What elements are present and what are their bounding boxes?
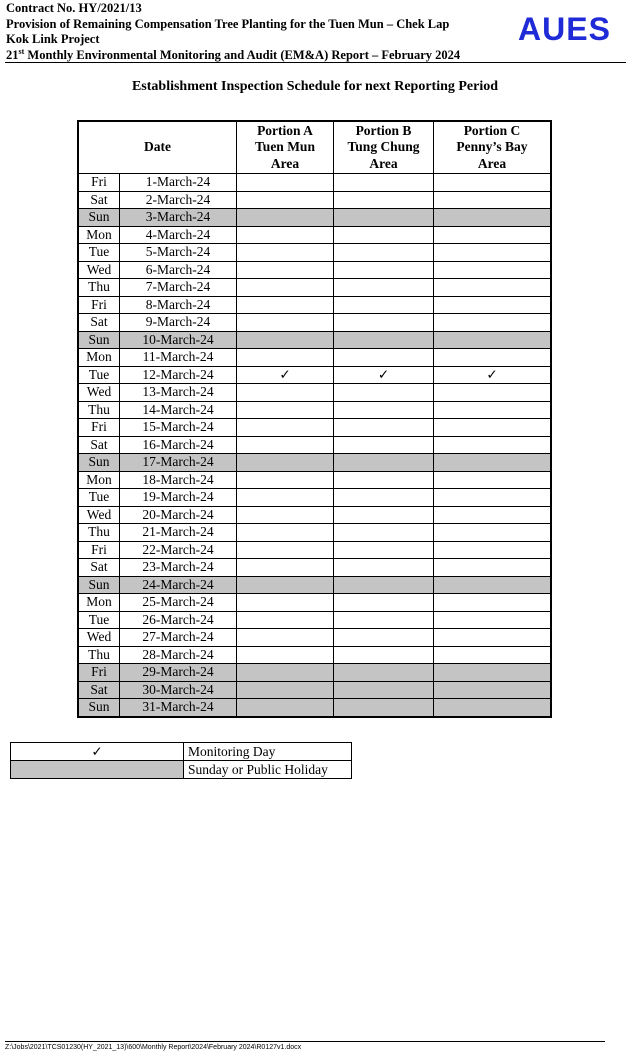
day-cell: Sat: [78, 559, 120, 577]
portion-b-cell: [334, 471, 434, 489]
day-cell: Tue: [78, 611, 120, 629]
header-date: Date: [78, 121, 237, 174]
portion-c-cell: [434, 261, 552, 279]
table-row: [78, 209, 551, 227]
portion-c-cell: [434, 576, 552, 594]
legend-shade-swatch: [11, 761, 184, 779]
checkmark-icon: ✓: [434, 366, 552, 384]
date-cell: 7-March-24: [120, 279, 237, 297]
portion-c-cell: [434, 331, 552, 349]
date-cell: 20-March-24: [120, 506, 237, 524]
portion-a-cell: [237, 384, 334, 402]
table-row: [78, 401, 551, 419]
portion-b-cell: [334, 576, 434, 594]
portion-a-cell: [237, 261, 334, 279]
table-row: [78, 646, 551, 664]
table-row: [78, 174, 551, 192]
portion-a-cell: [237, 279, 334, 297]
portion-a-cell: [237, 191, 334, 209]
project-title-line-2: Kok Link Project: [6, 32, 100, 46]
portion-a-cell: [237, 681, 334, 699]
portion-b-cell: [334, 489, 434, 507]
date-cell: 31-March-24: [120, 699, 237, 717]
table-row: [78, 419, 551, 437]
day-cell: Sun: [78, 331, 120, 349]
project-title-line-1: Provision of Remaining Compensation Tree Planting for the Tuen Mun – Chek Lap: [6, 16, 450, 31]
table-row: [78, 384, 551, 402]
portion-b-cell: [334, 174, 434, 192]
portion-b-cell: [334, 611, 434, 629]
portion-c-cell: [434, 541, 552, 559]
checkmark-icon: ✓: [11, 743, 184, 761]
date-cell: 4-March-24: [120, 226, 237, 244]
portion-b-cell: [334, 401, 434, 419]
footer-divider: [5, 1041, 605, 1042]
inspection-schedule-table: [77, 120, 552, 718]
table-row: [78, 279, 551, 297]
date-cell: 26-March-24: [120, 611, 237, 629]
date-cell: 10-March-24: [120, 331, 237, 349]
header-portion-b: Portion B Tung Chung Area: [334, 121, 434, 174]
portion-c-cell: [434, 699, 552, 717]
portion-c-cell: [434, 664, 552, 682]
portion-a-cell: [237, 436, 334, 454]
date-cell: 5-March-24: [120, 244, 237, 262]
portion-c-cell: [434, 296, 552, 314]
table-row: [78, 699, 551, 717]
legend-holiday-label: Sunday or Public Holiday: [184, 761, 352, 779]
date-cell: 22-March-24: [120, 541, 237, 559]
aues-logo: AUES: [518, 11, 611, 47]
date-cell: 24-March-24: [120, 576, 237, 594]
date-cell: 25-March-24: [120, 594, 237, 612]
day-cell: Wed: [78, 506, 120, 524]
portion-a-cell: [237, 419, 334, 437]
portion-b-cell: [334, 664, 434, 682]
portion-a-cell: [237, 646, 334, 664]
date-cell: 28-March-24: [120, 646, 237, 664]
portion-b-cell: [334, 279, 434, 297]
date-cell: 1-March-24: [120, 174, 237, 192]
date-cell: 8-March-24: [120, 296, 237, 314]
date-cell: 6-March-24: [120, 261, 237, 279]
page-title: Establishment Inspection Schedule for next Reporting Period: [131, 79, 499, 94]
portion-b-cell: [334, 261, 434, 279]
portion-c-cell: [434, 506, 552, 524]
portion-a-cell: [237, 401, 334, 419]
portion-c-cell: [434, 174, 552, 192]
date-cell: 19-March-24: [120, 489, 237, 507]
portion-b-cell: [334, 524, 434, 542]
day-cell: Thu: [78, 646, 120, 664]
table-row: [78, 611, 551, 629]
date-cell: 9-March-24: [120, 314, 237, 332]
portion-b-cell: [334, 646, 434, 664]
date-cell: 14-March-24: [120, 401, 237, 419]
portion-c-cell: [434, 244, 552, 262]
portion-b-cell: [334, 191, 434, 209]
date-cell: 3-March-24: [120, 209, 237, 227]
footer-file-path: Z:\Jobs\2021\TCS01230(HY_2021_13)\600\Monthly Report\2024\February 2024\R0127v1.docx: [5, 1044, 302, 1051]
portion-a-cell: [237, 594, 334, 612]
portion-c-cell: [434, 349, 552, 367]
legend-row-holiday: [11, 761, 352, 779]
portion-b-cell: [334, 681, 434, 699]
portion-b-cell: [334, 559, 434, 577]
portion-b-cell: [334, 384, 434, 402]
day-cell: Sun: [78, 699, 120, 717]
portion-c-cell: [434, 594, 552, 612]
day-cell: Sun: [78, 209, 120, 227]
portion-c-cell: [434, 436, 552, 454]
date-cell: 2-March-24: [120, 191, 237, 209]
portion-a-cell: [237, 314, 334, 332]
date-cell: 21-March-24: [120, 524, 237, 542]
day-cell: Tue: [78, 489, 120, 507]
table-row: [78, 349, 551, 367]
portion-c-cell: [434, 209, 552, 227]
portion-b-cell: [334, 314, 434, 332]
day-cell: Fri: [78, 664, 120, 682]
date-cell: 17-March-24: [120, 454, 237, 472]
table-row: [78, 559, 551, 577]
portion-a-cell: [237, 349, 334, 367]
portion-c-cell: [434, 629, 552, 647]
date-cell: 11-March-24: [120, 349, 237, 367]
portion-a-cell: [237, 524, 334, 542]
portion-b-cell: [334, 629, 434, 647]
table-row: [78, 296, 551, 314]
portion-c-cell: [434, 226, 552, 244]
legend-monitoring-label: Monitoring Day: [184, 743, 352, 761]
day-cell: Tue: [78, 244, 120, 262]
date-cell: 30-March-24: [120, 681, 237, 699]
day-cell: Sat: [78, 681, 120, 699]
day-cell: Thu: [78, 401, 120, 419]
portion-b-cell: [334, 541, 434, 559]
portion-a-cell: [237, 296, 334, 314]
table-row: [78, 541, 551, 559]
table-row: [78, 244, 551, 262]
portion-b-cell: [334, 244, 434, 262]
table-row: [78, 261, 551, 279]
portion-b-cell: [334, 506, 434, 524]
table-row: [78, 314, 551, 332]
day-cell: Sun: [78, 576, 120, 594]
portion-c-cell: [434, 454, 552, 472]
portion-c-cell: [434, 314, 552, 332]
day-cell: Thu: [78, 524, 120, 542]
table-row: [78, 471, 551, 489]
date-cell: 18-March-24: [120, 471, 237, 489]
portion-b-cell: [334, 331, 434, 349]
report-title-text: Monthly Environmental Monitoring and Audit (EM&A) Report – February 2024: [24, 47, 461, 62]
day-cell: Fri: [78, 296, 120, 314]
portion-c-cell: [434, 279, 552, 297]
portion-c-cell: [434, 611, 552, 629]
portion-a-cell: [237, 629, 334, 647]
portion-a-cell: [237, 471, 334, 489]
date-cell: 27-March-24: [120, 629, 237, 647]
table-row: [78, 226, 551, 244]
table-row: [78, 506, 551, 524]
table-row: [78, 191, 551, 209]
portion-a-cell: [237, 559, 334, 577]
header-portion-a: Portion A Tuen Mun Area: [237, 121, 334, 174]
date-cell: 15-March-24: [120, 419, 237, 437]
day-cell: Sat: [78, 191, 120, 209]
portion-c-cell: [434, 471, 552, 489]
day-cell: Sat: [78, 314, 120, 332]
table-row: [78, 436, 551, 454]
portion-a-cell: [237, 664, 334, 682]
table-row: [78, 629, 551, 647]
portion-a-cell: [237, 611, 334, 629]
day-cell: Thu: [78, 279, 120, 297]
portion-a-cell: [237, 454, 334, 472]
day-cell: Sat: [78, 436, 120, 454]
portion-a-cell: [237, 489, 334, 507]
table-header-row: [78, 121, 551, 174]
table-row: [78, 366, 551, 384]
table-row: [78, 576, 551, 594]
portion-b-cell: [334, 699, 434, 717]
legend-table: [10, 742, 352, 779]
portion-c-cell: [434, 559, 552, 577]
portion-a-cell: [237, 174, 334, 192]
portion-a-cell: [237, 331, 334, 349]
document-header: [6, 1, 526, 63]
portion-b-cell: [334, 349, 434, 367]
day-cell: Mon: [78, 471, 120, 489]
portion-b-cell: [334, 209, 434, 227]
portion-b-cell: [334, 296, 434, 314]
portion-a-cell: [237, 244, 334, 262]
portion-b-cell: [334, 436, 434, 454]
portion-c-cell: [434, 681, 552, 699]
table-row: [78, 454, 551, 472]
portion-a-cell: [237, 541, 334, 559]
day-cell: Mon: [78, 349, 120, 367]
legend-row-monitoring: [11, 743, 352, 761]
day-cell: Mon: [78, 226, 120, 244]
portion-c-cell: [434, 646, 552, 664]
header-divider: [5, 62, 626, 63]
date-cell: 23-March-24: [120, 559, 237, 577]
checkmark-icon: ✓: [334, 366, 434, 384]
portion-a-cell: [237, 506, 334, 524]
date-cell: 12-March-24: [120, 366, 237, 384]
portion-b-cell: [334, 419, 434, 437]
table-row: [78, 594, 551, 612]
portion-c-cell: [434, 401, 552, 419]
day-cell: Fri: [78, 541, 120, 559]
portion-c-cell: [434, 524, 552, 542]
portion-a-cell: [237, 209, 334, 227]
table-row: [78, 331, 551, 349]
portion-b-cell: [334, 454, 434, 472]
portion-c-cell: [434, 419, 552, 437]
table-row: [78, 524, 551, 542]
date-cell: 13-March-24: [120, 384, 237, 402]
day-cell: Fri: [78, 419, 120, 437]
portion-b-cell: [334, 226, 434, 244]
checkmark-icon: ✓: [237, 366, 334, 384]
day-cell: Fri: [78, 174, 120, 192]
day-cell: Mon: [78, 594, 120, 612]
contract-number: Contract No. HY/2021/13: [6, 1, 142, 15]
portion-c-cell: [434, 191, 552, 209]
portion-b-cell: [334, 594, 434, 612]
report-number: 21: [6, 47, 19, 62]
header-portion-c: Portion C Penny’s Bay Area: [434, 121, 552, 174]
report-number-suffix: st: [18, 46, 25, 56]
portion-a-cell: [237, 699, 334, 717]
portion-a-cell: [237, 226, 334, 244]
day-cell: Wed: [78, 384, 120, 402]
portion-c-cell: [434, 384, 552, 402]
table-row: [78, 664, 551, 682]
table-row: [78, 489, 551, 507]
date-cell: 29-March-24: [120, 664, 237, 682]
day-cell: Wed: [78, 261, 120, 279]
report-title: [6, 48, 526, 64]
table-row: [78, 681, 551, 699]
day-cell: Sun: [78, 454, 120, 472]
day-cell: Tue: [78, 366, 120, 384]
day-cell: Wed: [78, 629, 120, 647]
date-cell: 16-March-24: [120, 436, 237, 454]
portion-c-cell: [434, 489, 552, 507]
portion-a-cell: [237, 576, 334, 594]
